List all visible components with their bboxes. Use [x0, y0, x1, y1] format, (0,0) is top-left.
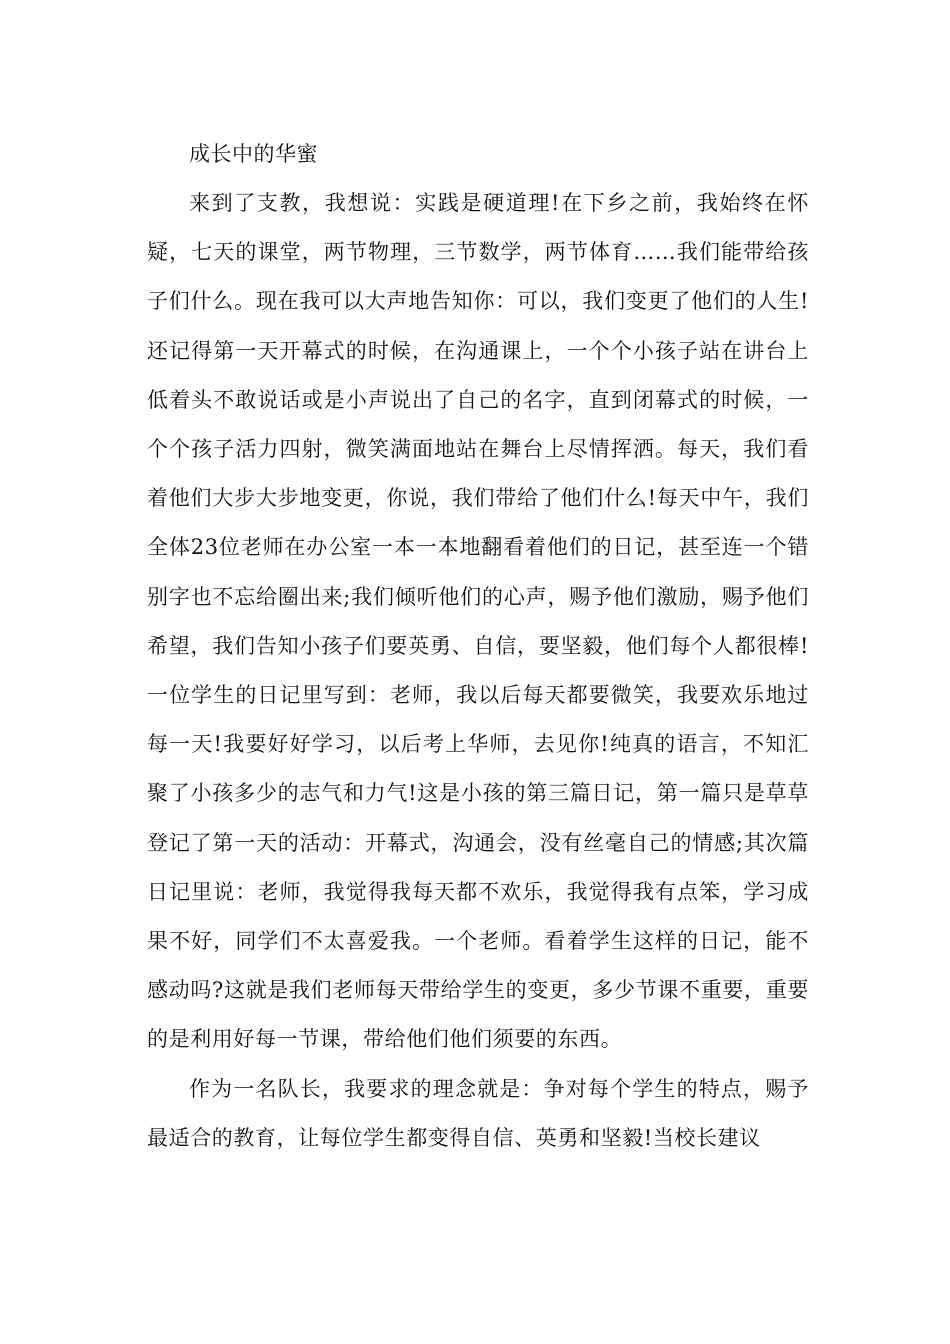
document-body: [147, 130, 809, 1163]
document-title: 成长中的华蜜: [189, 142, 318, 166]
paragraph-1: 来到了支教，我想说：实践是硬道理!在下乡之前，我始终在怀疑，七天的课堂，两节物理，三节数学，两节体育……我们能带给孩子们什么。现在我可以大声地告知你：可以，我们变更了他们的人生!还记得第一天开幕式的时候，在沟通课上，一个个小孩子站在讲台上低着头不敢说话或是小声说出了自己的名字，直到闭幕式的时候，一个个孩子活力四射，微笑满面地站在舞台上尽情挥洒。每天，我们看着他们大步大步地变更，你说，我们带给了他们什么!每天中午，我们全体23位老师在办公室一本一本地翻看着他们的日记，甚至连一个错别字也不忘给圈出来;我们倾听他们的心声，赐予他们激励，赐予他们希望，我们告知小孩子们要英勇、自信，要坚毅，他们每个人都很棒!一位学生的日记里写到：老师，我以后每天都要微笑，我要欢乐地过每一天!我要好好学习，以后考上华师，去见你!纯真的语言，不知汇聚了小孩多少的志气和力气!这是小孩的第三篇日记，第一篇只是草草登记了第一天的活动：开幕式，沟通会，没有丝毫自己的情感;其次篇日记里说：老师，我觉得我每天都不欢乐，我觉得我有点笨，学习成果不好，同学们不太喜爱我。一个老师。看着学生这样的日记，能不感动吗?这就是我们老师每天带给学生的变更，多少节课不重要，重要的是利用好每一节课，带给他们他们须要的东西。: [147, 191, 809, 1052]
paragraph-2: 作为一名队长，我要求的理念就是：争对每个学生的特点，赐予最适合的教育，让每位学生都变得自信、英勇和坚毅!当校长建议: [147, 1076, 809, 1150]
